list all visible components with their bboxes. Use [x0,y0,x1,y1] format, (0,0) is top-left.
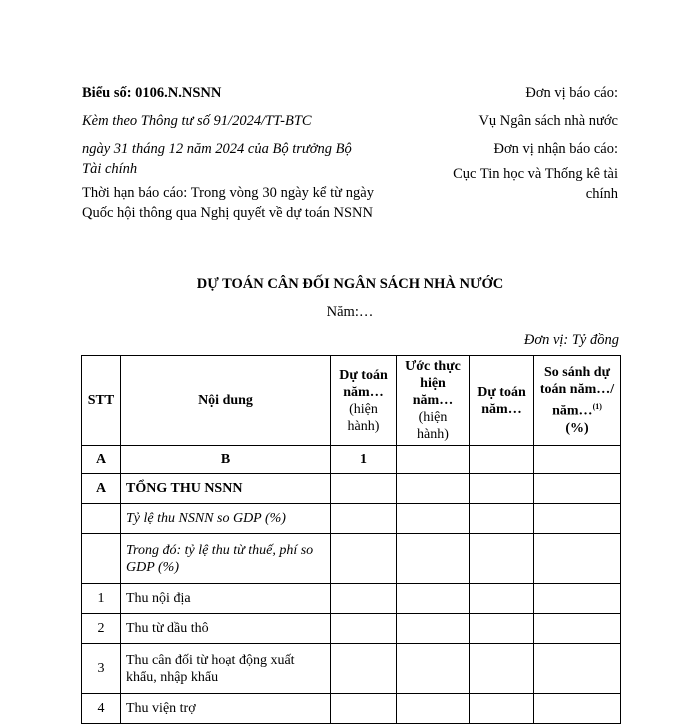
row-col4 [534,584,621,614]
footnote-marker: (1) [592,402,602,412]
row-stt: 1 [82,584,121,614]
attached-circular: Kèm theo Thông tư số 91/2024/TT-BTC [82,113,312,129]
row-col2 [397,584,470,614]
table-row [82,644,621,694]
row-stt: A [82,446,121,474]
header-col3 [470,356,534,446]
row-col2 [397,504,470,534]
table-header-row [82,356,621,446]
row-stt [82,534,121,584]
row-col2 [397,614,470,644]
row-stt: 3 [82,644,121,694]
row-col2 [397,644,470,694]
row-col3 [470,694,534,724]
header-stt: STT [82,356,121,446]
row-stt: 2 [82,614,121,644]
budget-table [81,355,621,724]
row-col1 [331,474,397,504]
table-row [82,534,621,584]
report-deadline: Thời hạn báo cáo: Trong vòng 30 ngày kể từ ngày Quốc hội thông qua Nghị quyết về dự toán NSNN [82,185,374,221]
header-content: Nội dung [121,356,331,446]
row-content: Thu từ dầu thô [121,614,331,644]
row-col3 [470,534,534,584]
row-stt: 4 [82,694,121,724]
table-row [82,474,621,504]
row-content: Thu cân đối từ hoạt động xuất khẩu, nhập khẩu [121,644,331,694]
row-col1 [331,534,397,584]
table-row [82,584,621,614]
header-col2 [397,356,470,446]
row-stt: A [82,474,121,504]
table-row [82,614,621,644]
row-col1 [331,614,397,644]
row-stt [82,504,121,534]
row-col1: 1 [331,446,397,474]
header-col3-main: Dự toán năm… [477,384,526,417]
row-col3 [470,644,534,694]
reporting-unit: Vụ Ngân sách nhà nước [478,113,618,129]
row-col1 [331,584,397,614]
header-col4-main [539,364,615,420]
row-col4 [534,614,621,644]
header-col2-note: (hiện hành) [417,410,449,442]
reporting-unit-label: Đơn vị báo cáo: [525,85,618,101]
row-col3 [470,614,534,644]
row-col1 [331,694,397,724]
document-title: DỰ TOÁN CÂN ĐỐI NGÂN SÁCH NHÀ NƯỚC [196,276,504,292]
table-row [82,694,621,724]
row-col1 [331,504,397,534]
row-col4 [534,534,621,584]
row-content: B [121,446,331,474]
receiving-unit-label: Đơn vị nhận báo cáo: [493,141,618,157]
row-content: TỔNG THU NSNN [121,474,331,504]
year-line: Năm:… [326,304,374,320]
header-col2-main: Ước thực hiện năm… [405,359,461,408]
header-col4-text: So sánh dự toán năm…/ năm… [539,365,615,419]
row-col4 [534,694,621,724]
row-col1 [331,644,397,694]
row-col4 [534,474,621,504]
header-col1 [331,356,397,446]
row-content: Trong đó: tỷ lệ thu từ thuế, phí so GDP (%) [121,534,331,584]
row-content: Thu viện trợ [121,694,331,724]
header-col1-main: Dự toán năm… [339,367,388,400]
table-row [82,504,621,534]
issue-date: ngày 31 tháng 12 năm 2024 của Bộ trưởng Bộ Tài chính [82,141,352,177]
row-col3 [470,474,534,504]
row-col3 [470,446,534,474]
unit-line: Đơn vị: Tỷ đồng [523,332,619,348]
row-content: Thu nội địa [121,584,331,614]
row-col2 [397,474,470,504]
row-col4 [534,504,621,534]
header-col4 [534,356,621,446]
row-content: Tỷ lệ thu NSNN so GDP (%) [121,504,331,534]
row-col4 [534,644,621,694]
header-col4-unit: (%) [565,420,589,436]
form-number: Biểu số: 0106.N.NSNN [82,85,222,101]
row-col4 [534,446,621,474]
table-row [82,446,621,474]
row-col2 [397,446,470,474]
receiving-unit: Cục Tin học và Thống kê tài chính [453,166,618,202]
row-col2 [397,534,470,584]
header-col1-note: (hiện hành) [347,401,380,434]
row-col2 [397,694,470,724]
row-col3 [470,504,534,534]
row-col3 [470,584,534,614]
